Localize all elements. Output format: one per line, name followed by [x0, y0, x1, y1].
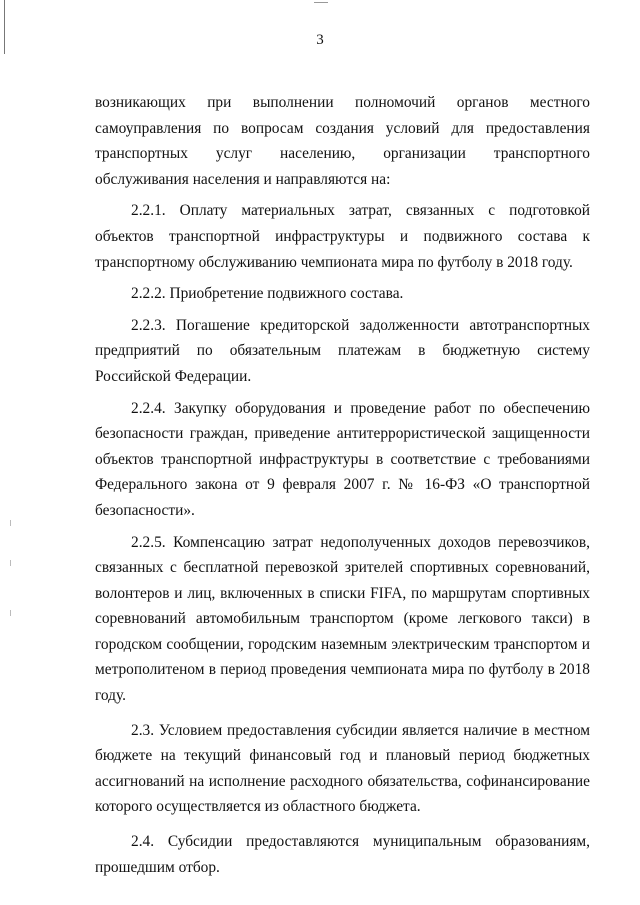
paragraph-2-2-4: 2.2.4. Закупку оборудования и проведение работ по обеспечению безопасности граждан, приведение антитеррористической защищенности объектов транспортной инфраструктуры в соответствие с требованиями Федерального закона от 9 февраля 2007 г. № 16-ФЗ «О транспортной безопасности».	[95, 399, 590, 519]
scan-speck	[10, 520, 11, 526]
page-number: 3	[316, 32, 324, 48]
paragraph-2-4: 2.4. Субсидии предоставляются муниципальным образованиям, прошедшим отбор.	[95, 833, 590, 876]
paragraph-2-2-1: 2.2.1. Оплату материальных затрат, связанных с подготовкой объектов транспортной инфраструктуры и подвижного состава к транспортному обслуживанию чемпионата мира по футболу в 2018 году.	[95, 202, 590, 271]
paragraph-2-2-5: 2.2.5. Компенсацию затрат недополученных доходов перевозчиков, связанных с бесплатной перевозкой зрителей спортивных соревнований, волонтеров и лиц, включенных в списки FIFA, по маршрутам спортивных соревнований автомобильным транспортом (кроме легкового такси) в городском сообщении, городским наземным электрическим транспортом и метрополитеном в период проведения чемпионата мира по футболу в 2018 году.	[95, 533, 590, 705]
document-body	[95, 90, 590, 880]
paragraph-continuation: возникающих при выполнении полномочий органов местного самоуправления по вопросам создания условий для предоставления транспортных услуг населению, организации транспортного обслуживания населения и направляются на:	[95, 94, 590, 188]
scan-top-mark	[314, 2, 328, 3]
paragraph-2-2-3: 2.2.3. Погашение кредиторской задолженности автотранспортных предприятий по обязательным платежам в бюджетную систему Российской Федерации.	[95, 316, 590, 385]
scan-speck	[10, 560, 11, 566]
paragraph-2-3: 2.3. Условием предоставления субсидии является наличие в местном бюджете на текущий финансовый год и плановый период бюджетных ассигнований на исполнение расходного обязательства, софинансирование которого осуществляется из областного бюджета.	[95, 721, 590, 816]
scan-speck	[10, 610, 11, 616]
paragraph-2-2-2: 2.2.2. Приобретение подвижного состава.	[131, 285, 404, 303]
